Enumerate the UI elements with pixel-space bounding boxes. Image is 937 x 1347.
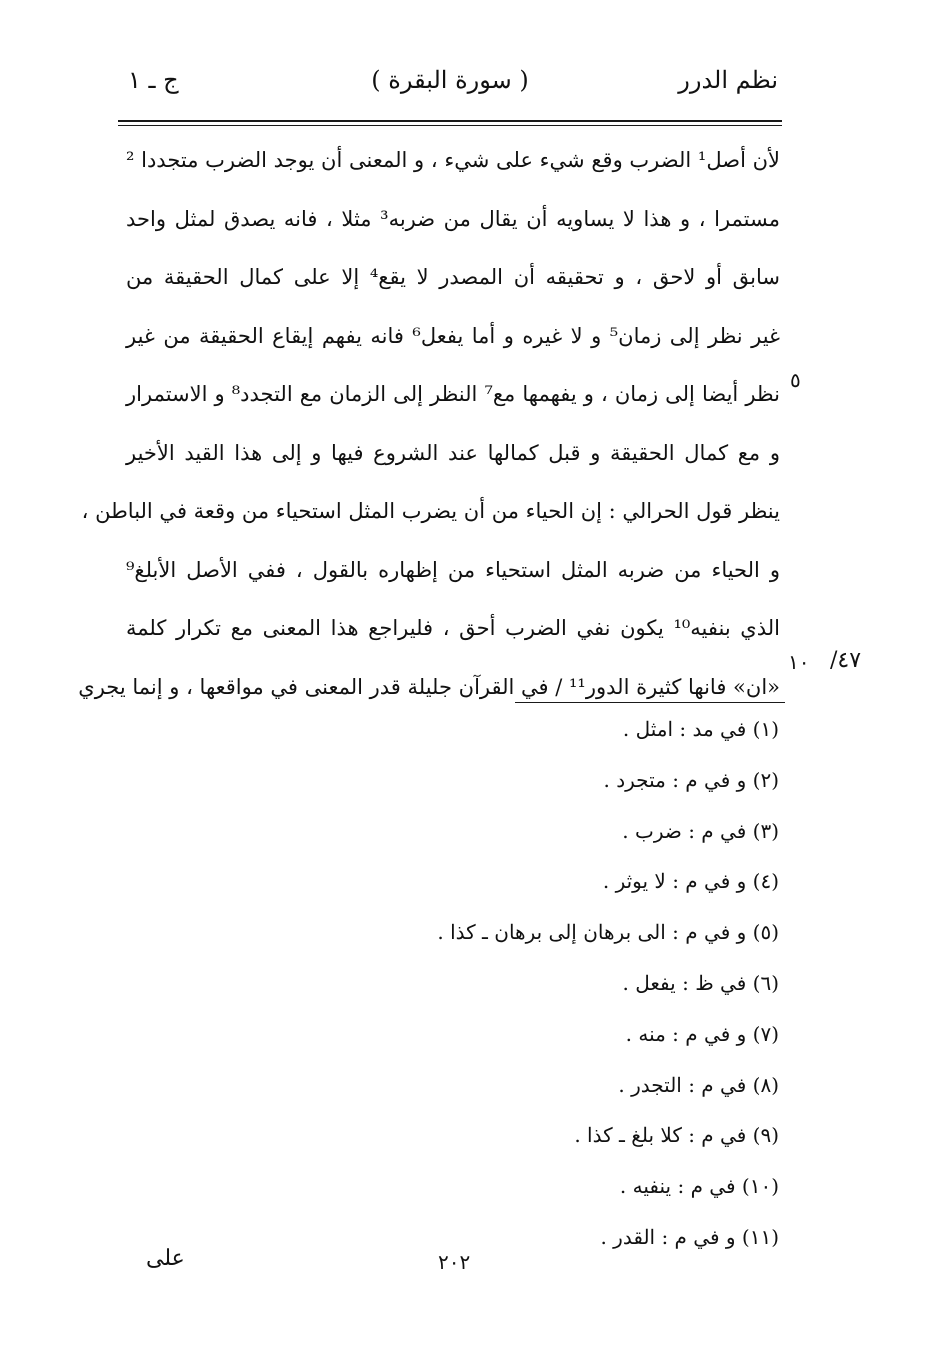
text-line: «ان» فانها كثيرة الدور¹¹ / في القرآن جليلة قدر المعنى في مواقعها ، و إنما يجري bbox=[78, 674, 780, 699]
footnote: (١) في مد : امثل . bbox=[622, 717, 779, 741]
running-header bbox=[118, 66, 782, 112]
manuscript-folio-reference: ٤٧/ bbox=[830, 648, 862, 673]
text-line: مستمرا ، و هذا لا يساويه أن يقال من ضربه³ مثلا ، فانه يصدق لمثل واحد bbox=[126, 206, 780, 231]
surah-title: ( سورة البقرة ) bbox=[371, 66, 529, 94]
text-line: لأن أصل¹ الضرب وقع شيء على شيء ، و المعنى أن يوجد الضرب متجددا ² bbox=[126, 148, 780, 172]
catchword: على bbox=[146, 1246, 185, 1271]
footnote: (١٠) في م : ينفيه . bbox=[619, 1174, 779, 1199]
footnote: (٦) في ظ : يفعل . bbox=[622, 970, 779, 995]
text-line: و مع كمال الحقيقة و قبل كمالها عند الشروع فيها و إلى هذا القيد الأخير bbox=[126, 440, 780, 465]
text-line: و الحياء من ضربه المثل استحياء من إظهاره بالقول ، ففي الأصل الأبلغ⁹ bbox=[126, 557, 780, 582]
footnote: (٥) و في م : الى برهان إلى برهان ـ كذا . bbox=[437, 920, 779, 945]
footnote: (٣) في م : ضرب . bbox=[622, 818, 779, 843]
footnote-separator bbox=[515, 702, 785, 703]
footnote: (١١) و في م : القدر . bbox=[600, 1224, 779, 1249]
footnote: (٢) و في م : متجرد . bbox=[603, 767, 779, 792]
book-title: نظم الدرر bbox=[678, 66, 778, 94]
text-line: سابق أو لاحق ، و تحقيقه أن المصدر لا يقع⁴ إلا على كمال الحقيقة من bbox=[126, 265, 780, 289]
text-line: الذي بنفيه¹⁰ يكون نفي الضرب أحق ، فليراجع هذا المعنى مع تكرار كلمة bbox=[126, 616, 780, 640]
text-line: ينظر قول الحرالي : إن الحياء من أن يضرب المثل استحياء من وقعة في الباطن ، bbox=[81, 499, 780, 523]
header-rule-thick bbox=[118, 120, 782, 122]
footnote: (٨) في م : التجدر . bbox=[618, 1072, 779, 1097]
line-number-10: ١٠ bbox=[788, 650, 810, 674]
volume-label: ج ـ ١ bbox=[128, 66, 179, 94]
footnote: (٩) في م : كلا بلغ ـ كذا . bbox=[574, 1123, 779, 1148]
footnotes bbox=[279, 712, 779, 1271]
text-line: نظر أيضا إلى زمان ، و يفهمها مع⁷ النظر إلى الزمان مع التجدد⁸ و الاستمرار bbox=[126, 382, 780, 406]
line-number-5: ٥ bbox=[790, 368, 801, 392]
footnote: (٤) و في م : لا يوثر . bbox=[602, 869, 779, 894]
text-line: غير نظر إلى زمان⁵ و لا غيره و أما يفعل⁶ فانه يفهم إيقاع الحقيقة من غير bbox=[126, 323, 781, 348]
main-text bbox=[78, 138, 781, 723]
footnote: (٧) و في م : منه . bbox=[625, 1021, 779, 1046]
header-rule-thin bbox=[118, 125, 782, 126]
page-number: ٢٠٢ bbox=[438, 1250, 471, 1274]
